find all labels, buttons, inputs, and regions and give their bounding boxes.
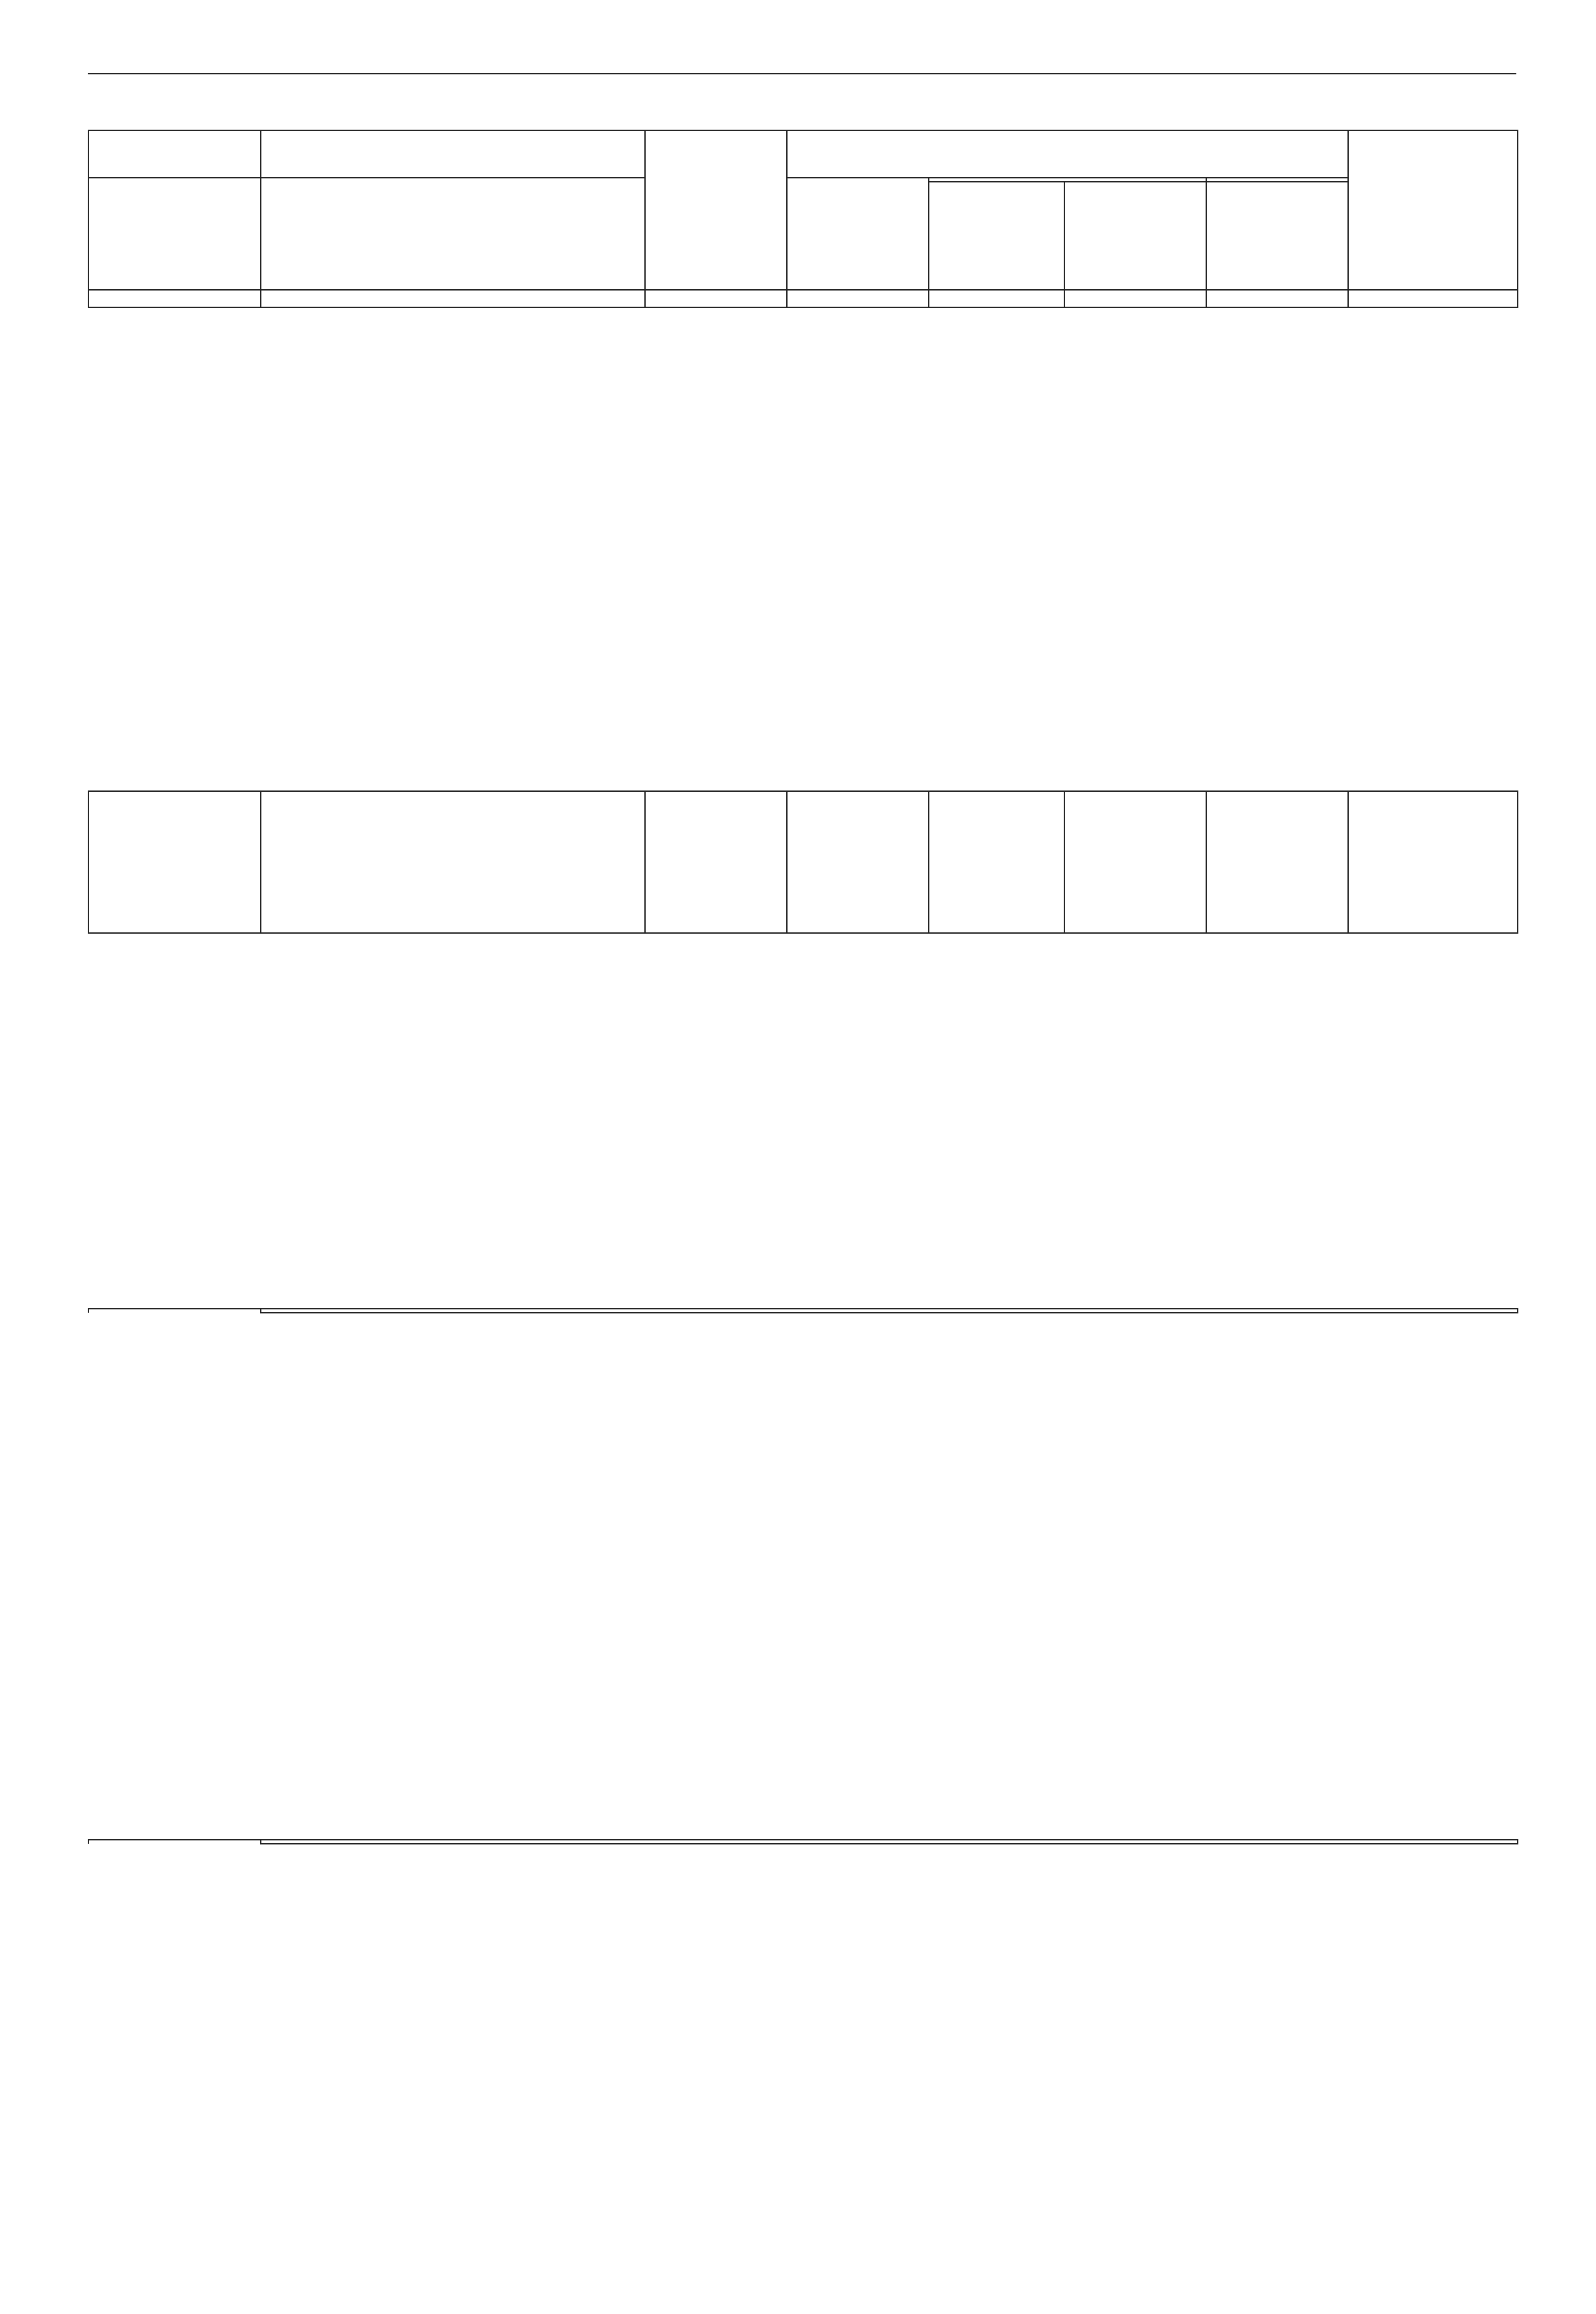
row-drivers [1064,791,1206,933]
table-080 [88,790,1518,934]
row-code [88,791,261,933]
table-087 [88,1839,1518,1844]
table-083 [88,1308,1518,1313]
col-labor-hours [1348,130,1518,290]
page-header [88,68,1516,74]
colnum [929,290,1064,307]
row-hours [1348,791,1518,933]
col-codes-bottom [88,178,261,290]
col-name-bottom [261,178,645,290]
colnum [1064,290,1206,307]
rates-table-header [88,130,1518,308]
col-codes-top [88,130,261,178]
colnum [261,290,645,307]
col-in-that [787,130,1348,178]
colnum [1206,290,1348,307]
colnum [1348,290,1518,307]
col-materials-unaccounted [1206,182,1348,290]
col-direct-costs [645,130,787,290]
row-direct [645,791,787,933]
col-machines-total [929,182,1064,290]
row-materials [1206,791,1348,933]
col-name-top [261,130,645,178]
row-name [261,791,645,933]
colnum [787,290,929,307]
col-labor-pay [787,178,929,290]
colnum [645,290,787,307]
row-machines [929,791,1064,933]
group-heading [261,1309,1518,1313]
col-machines-drivers [1064,182,1206,290]
group-heading [261,1840,1518,1844]
colnum [88,290,261,307]
row-labor-pay [787,791,929,933]
